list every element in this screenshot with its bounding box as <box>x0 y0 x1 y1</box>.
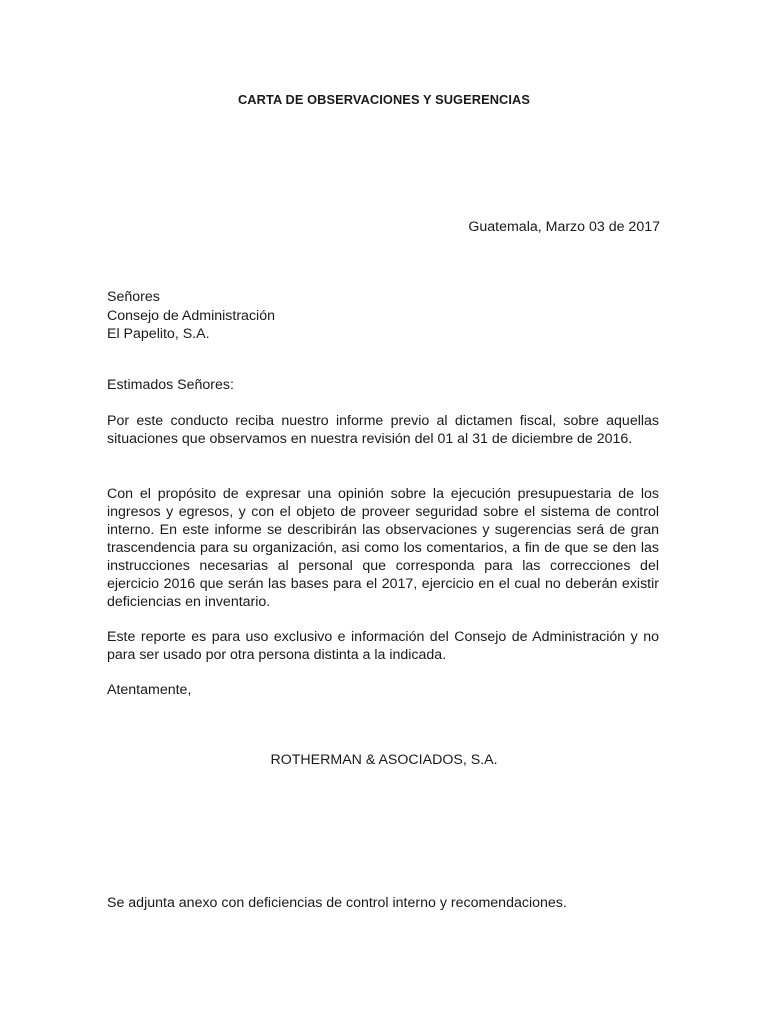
body-paragraph-3: Este reporte es para uso exclusivo e información del Consejo de Administración y no para ser usado por otra persona distinta a la indicada. <box>107 629 659 663</box>
recipient-address <box>107 288 275 344</box>
salutation: Estimados Señores: <box>107 377 234 393</box>
attachment-note: Se adjunta anexo con deficiencias de control interno y recomendaciones. <box>107 895 567 911</box>
body-paragraph-2: Con el propósito de expresar una opinión sobre la ejecución presupuestaria de los ingresos y egresos, y con el objeto de proveer seguridad sobre el sistema de control interno. En este informe se describirán las observaciones y sugerencias será de gran trascendencia para su organización, asi como los comentarios, a fin de que se den las instrucciones necesarias al personal que corresponda para las correcciones del ejercicio 2016 que serán las bases para el 2017, ejercicio en el cual no deberán existir deficiencias en inventario. <box>107 486 659 610</box>
closing: Atentamente, <box>107 682 192 698</box>
body-paragraph-1: Por este conducto reciba nuestro informe previo al dictamen fiscal, sobre aquellas situaciones que observamos en nuestra revisión del 01 al 31 de diciembre de 2016. <box>107 413 659 447</box>
recipient-line-2: Consejo de Administración <box>107 307 275 324</box>
letter-date: Guatemala, Marzo 03 de 2017 <box>468 219 660 235</box>
letter-title: CARTA DE OBSERVACIONES Y SUGERENCIAS <box>237 92 531 107</box>
recipient-line-3: El Papelito, S.A. <box>107 326 210 342</box>
signature-company: ROTHERMAN & ASOCIADOS, S.A. <box>270 752 498 768</box>
recipient-line-1: Señores <box>107 289 160 305</box>
